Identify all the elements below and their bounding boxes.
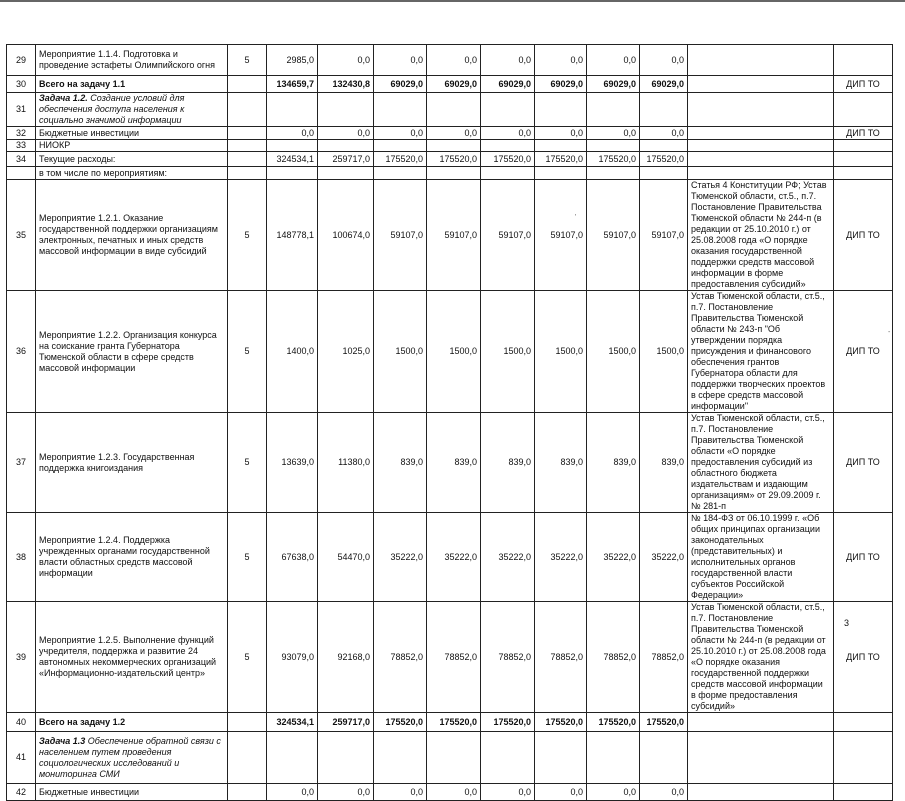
table-row (7, 602, 893, 713)
activity-name-cell: Всего на задачу 1.1 (36, 76, 228, 93)
value-cell (587, 93, 640, 127)
value-cell: 0,0 (318, 784, 374, 801)
value-cell: 1500,0 (374, 291, 427, 413)
executor-cell: ДИП ТО (834, 76, 893, 93)
value-cell: 259717,0 (318, 713, 374, 732)
value-cell: 59107,0 (481, 180, 535, 291)
activity-name-cell: Мероприятие 1.2.3. Государственная поддержка книгоиздания (36, 413, 228, 513)
page-number: 3 (844, 618, 850, 628)
program-activities-table (6, 44, 893, 801)
value-cell: 0,0 (481, 127, 535, 140)
legal-basis-cell (688, 167, 834, 180)
value-cell: 134659,7 (267, 76, 318, 93)
value-cell: 175520,0 (481, 713, 535, 732)
executor-cell (834, 713, 893, 732)
activity-name-cell: Мероприятие 1.2.2. Организация конкурса на соискание гранта Губернатора Тюменской области в сфере средств массовой информации (36, 291, 228, 413)
row-number-cell: 42 (7, 784, 36, 801)
value-cell (640, 93, 688, 127)
task-prefix: Задача 1.3 (39, 735, 86, 746)
value-cell: 69029,0 (427, 76, 481, 93)
executor-cell: ДИП ТО (834, 291, 893, 413)
value-cell: 0,0 (481, 45, 535, 76)
row-number-cell: 34 (7, 152, 36, 167)
legal-basis-cell: Устав Тюменской области, ст.5., п.7. Постановление Правительства Тюменской области № 243-п "Об утверждении порядка присуждения и финансового обеспечения грантов Губернатора области для поддержки творческих проектов в сфере средств массовой информации" (688, 291, 834, 413)
legal-basis-cell (688, 140, 834, 152)
value-cell (267, 732, 318, 784)
share-cell (228, 93, 267, 127)
value-cell: 1025,0 (318, 291, 374, 413)
share-cell (228, 76, 267, 93)
executor-cell: ДИП ТО (834, 602, 893, 713)
value-cell: 324534,1 (267, 713, 318, 732)
value-cell (267, 167, 318, 180)
value-cell (318, 167, 374, 180)
value-cell (481, 140, 535, 152)
value-cell (318, 732, 374, 784)
value-cell: 1500,0 (481, 291, 535, 413)
value-cell (374, 140, 427, 152)
value-cell (587, 140, 640, 152)
value-cell (535, 140, 587, 152)
value-cell: 175520,0 (427, 713, 481, 732)
table-row (7, 291, 893, 413)
value-cell: 11380,0 (318, 413, 374, 513)
value-cell: 35222,0 (587, 513, 640, 602)
executor-cell: ДИП ТО (834, 513, 893, 602)
value-cell: 69029,0 (587, 76, 640, 93)
value-cell: 59107,0 (535, 180, 587, 291)
value-cell: 0,0 (427, 45, 481, 76)
value-cell: 0,0 (640, 127, 688, 140)
value-cell (318, 93, 374, 127)
value-cell: 59107,0 (640, 180, 688, 291)
value-cell (535, 93, 587, 127)
value-cell: 0,0 (427, 784, 481, 801)
value-cell: 839,0 (587, 413, 640, 513)
value-cell (535, 167, 587, 180)
executor-cell (834, 732, 893, 784)
value-cell: 839,0 (374, 413, 427, 513)
value-cell: 0,0 (318, 45, 374, 76)
row-number-cell: 33 (7, 140, 36, 152)
table-row (7, 167, 893, 180)
value-cell: 0,0 (267, 127, 318, 140)
legal-basis-cell: № 184-ФЗ от 06.10.1999 г. «Об общих принципах организации законодательных (представительных) и исполнительных органов государственной власти субъектов Российской Федерации» (688, 513, 834, 602)
row-number-cell: 41 (7, 732, 36, 784)
row-number-cell: 35 (7, 180, 36, 291)
row-number-cell (7, 167, 36, 180)
value-cell (374, 732, 427, 784)
table-row (7, 45, 893, 76)
value-cell: 175520,0 (640, 713, 688, 732)
value-cell: 0,0 (640, 45, 688, 76)
top-border-line (0, 0, 905, 2)
row-number-cell: 29 (7, 45, 36, 76)
value-cell: 1500,0 (587, 291, 640, 413)
value-cell: 69029,0 (640, 76, 688, 93)
value-cell: 839,0 (427, 413, 481, 513)
value-cell: 0,0 (318, 127, 374, 140)
value-cell: 839,0 (481, 413, 535, 513)
value-cell (427, 93, 481, 127)
value-cell (267, 93, 318, 127)
executor-cell: ДИП ТО (834, 413, 893, 513)
legal-basis-cell (688, 45, 834, 76)
value-cell: 35222,0 (427, 513, 481, 602)
value-cell: 69029,0 (481, 76, 535, 93)
value-cell: 35222,0 (481, 513, 535, 602)
share-cell (228, 152, 267, 167)
executor-cell (834, 93, 893, 127)
share-cell (228, 127, 267, 140)
executor-cell (834, 167, 893, 180)
scan-mark: - (888, 329, 891, 336)
value-cell: 0,0 (535, 127, 587, 140)
value-cell (587, 732, 640, 784)
value-cell (481, 93, 535, 127)
value-cell: 13639,0 (267, 413, 318, 513)
value-cell: 259717,0 (318, 152, 374, 167)
share-cell: 5 (228, 602, 267, 713)
value-cell: 67638,0 (267, 513, 318, 602)
task-prefix: Задача 1.2. (39, 93, 88, 103)
row-number-cell: 38 (7, 513, 36, 602)
scan-mark: ' (575, 214, 577, 221)
activity-name-cell: Мероприятие 1.1.4. Подготовка и проведение эстафеты Олимпийского огня (36, 45, 228, 76)
share-cell: 5 (228, 513, 267, 602)
task-name-cell (36, 93, 228, 127)
executor-cell (834, 45, 893, 76)
share-cell: 5 (228, 180, 267, 291)
executor-cell: ДИП ТО (834, 127, 893, 140)
value-cell: 78852,0 (427, 602, 481, 713)
value-cell: 175520,0 (427, 152, 481, 167)
value-cell (267, 140, 318, 152)
executor-cell: ДИП ТО (834, 180, 893, 291)
value-cell: 839,0 (535, 413, 587, 513)
value-cell: 0,0 (535, 784, 587, 801)
legal-basis-cell (688, 732, 834, 784)
value-cell: 78852,0 (374, 602, 427, 713)
value-cell (587, 167, 640, 180)
row-number-cell: 40 (7, 713, 36, 732)
activity-name-cell: Мероприятие 1.2.1. Оказание государственной поддержки организациям электронных, печатных и иных средств массовой информации в виде субсидий (36, 180, 228, 291)
value-cell: 0,0 (481, 784, 535, 801)
value-cell: 78852,0 (587, 602, 640, 713)
value-cell: 69029,0 (374, 76, 427, 93)
table-row (7, 140, 893, 152)
activity-name-cell: НИОКР (36, 140, 228, 152)
table-row (7, 180, 893, 291)
value-cell: 175520,0 (481, 152, 535, 167)
value-cell: 175520,0 (374, 713, 427, 732)
value-cell (481, 167, 535, 180)
value-cell (374, 167, 427, 180)
value-cell (427, 167, 481, 180)
task-name-cell (36, 732, 228, 784)
value-cell: 1400,0 (267, 291, 318, 413)
activity-name-cell: Всего на задачу 1.2 (36, 713, 228, 732)
value-cell (427, 732, 481, 784)
table-row (7, 127, 893, 140)
activity-name-cell: в том числе по мероприятиям: (36, 167, 228, 180)
executor-cell (834, 152, 893, 167)
value-cell: 0,0 (374, 784, 427, 801)
value-cell: 1500,0 (640, 291, 688, 413)
value-cell (427, 140, 481, 152)
legal-basis-cell: Устав Тюменской области, ст.5., п.7. Постановление Правительства Тюменской области «О порядке предоставления субсидий из областного бюджета издательствам и издающим организациям» от 29.09.2009 г. № 281-п (688, 413, 834, 513)
value-cell: 92168,0 (318, 602, 374, 713)
row-number-cell: 30 (7, 76, 36, 93)
table-row (7, 713, 893, 732)
row-number-cell: 39 (7, 602, 36, 713)
executor-cell (834, 140, 893, 152)
legal-basis-cell (688, 784, 834, 801)
value-cell: 35222,0 (535, 513, 587, 602)
task-title: Создание условий для обеспечения доступа населения к социально значимой информации (39, 93, 185, 125)
activity-name-cell: Бюджетные инвестиции (36, 784, 228, 801)
table-row (7, 413, 893, 513)
value-cell (318, 140, 374, 152)
legal-basis-cell: Устав Тюменской области, ст.5., п.7. Постановление Правительства Тюменской области № 244-п (в редакции от 25.10.2010 г.) от 25.08.2008 года «О порядке оказания государственной поддержки средств массовой информации в форме предоставления субсидий» (688, 602, 834, 713)
legal-basis-cell (688, 127, 834, 140)
value-cell: 59107,0 (427, 180, 481, 291)
table-row (7, 93, 893, 127)
table-row (7, 732, 893, 784)
legal-basis-cell (688, 76, 834, 93)
table-row (7, 76, 893, 93)
executor-cell (834, 784, 893, 801)
value-cell: 78852,0 (640, 602, 688, 713)
share-cell: 5 (228, 291, 267, 413)
share-cell: 5 (228, 45, 267, 76)
legal-basis-cell (688, 152, 834, 167)
share-cell (228, 167, 267, 180)
row-number-cell: 37 (7, 413, 36, 513)
share-cell (228, 784, 267, 801)
table-body (7, 45, 893, 801)
legal-basis-cell (688, 713, 834, 732)
value-cell: 132430,8 (318, 76, 374, 93)
value-cell: 100674,0 (318, 180, 374, 291)
value-cell: 78852,0 (481, 602, 535, 713)
value-cell: 59107,0 (587, 180, 640, 291)
table-row (7, 513, 893, 602)
value-cell: 175520,0 (535, 152, 587, 167)
value-cell: 0,0 (587, 784, 640, 801)
value-cell: 175520,0 (640, 152, 688, 167)
value-cell: 0,0 (427, 127, 481, 140)
value-cell (640, 140, 688, 152)
task-title: Обеспечение обратной связи с населением путем проведения социологических исследований и мониторинга СМИ (39, 735, 221, 779)
value-cell (374, 93, 427, 127)
table-row (7, 152, 893, 167)
value-cell: 0,0 (267, 784, 318, 801)
value-cell: 324534,1 (267, 152, 318, 167)
value-cell: 175520,0 (587, 152, 640, 167)
value-cell: 1500,0 (427, 291, 481, 413)
legal-basis-cell (688, 93, 834, 127)
value-cell: 839,0 (640, 413, 688, 513)
share-cell (228, 140, 267, 152)
activity-name-cell: Текущие расходы: (36, 152, 228, 167)
value-cell: 35222,0 (374, 513, 427, 602)
activity-name-cell: Мероприятие 1.2.5. Выполнение функций учредителя, поддержка и развитие 24 автономных некоммерческих организаций «Информационно-издательский центр» (36, 602, 228, 713)
value-cell (535, 732, 587, 784)
value-cell: 69029,0 (535, 76, 587, 93)
value-cell: 0,0 (587, 45, 640, 76)
value-cell: 2985,0 (267, 45, 318, 76)
value-cell: 0,0 (640, 784, 688, 801)
legal-basis-cell: Статья 4 Конституции РФ; Устав Тюменской области, ст.5., п.7. Постановление Правительства Тюменской области № 244-п (в редакции от 25.10.2010 г.) от 25.08.2008 года «О порядке оказания государственной поддержки средств массовой информации в форме предоставления субсидий» (688, 180, 834, 291)
value-cell: 0,0 (535, 45, 587, 76)
value-cell: 78852,0 (535, 602, 587, 713)
value-cell (481, 732, 535, 784)
share-cell (228, 732, 267, 784)
value-cell: 148778,1 (267, 180, 318, 291)
value-cell: 0,0 (587, 127, 640, 140)
row-number-cell: 31 (7, 93, 36, 127)
row-number-cell: 32 (7, 127, 36, 140)
activity-name-cell: Мероприятие 1.2.4. Поддержка учрежденных органами государственной власти областных средств массовой информации (36, 513, 228, 602)
value-cell: 0,0 (374, 45, 427, 76)
value-cell: 54470,0 (318, 513, 374, 602)
value-cell: 1500,0 (535, 291, 587, 413)
value-cell: 0,0 (374, 127, 427, 140)
value-cell: 175520,0 (587, 713, 640, 732)
value-cell: 59107,0 (374, 180, 427, 291)
value-cell: 175520,0 (374, 152, 427, 167)
value-cell: 93079,0 (267, 602, 318, 713)
share-cell (228, 713, 267, 732)
value-cell: 35222,0 (640, 513, 688, 602)
value-cell (640, 167, 688, 180)
row-number-cell: 36 (7, 291, 36, 413)
value-cell (640, 732, 688, 784)
table-row (7, 784, 893, 801)
value-cell: 175520,0 (535, 713, 587, 732)
activity-name-cell: Бюджетные инвестиции (36, 127, 228, 140)
share-cell: 5 (228, 413, 267, 513)
